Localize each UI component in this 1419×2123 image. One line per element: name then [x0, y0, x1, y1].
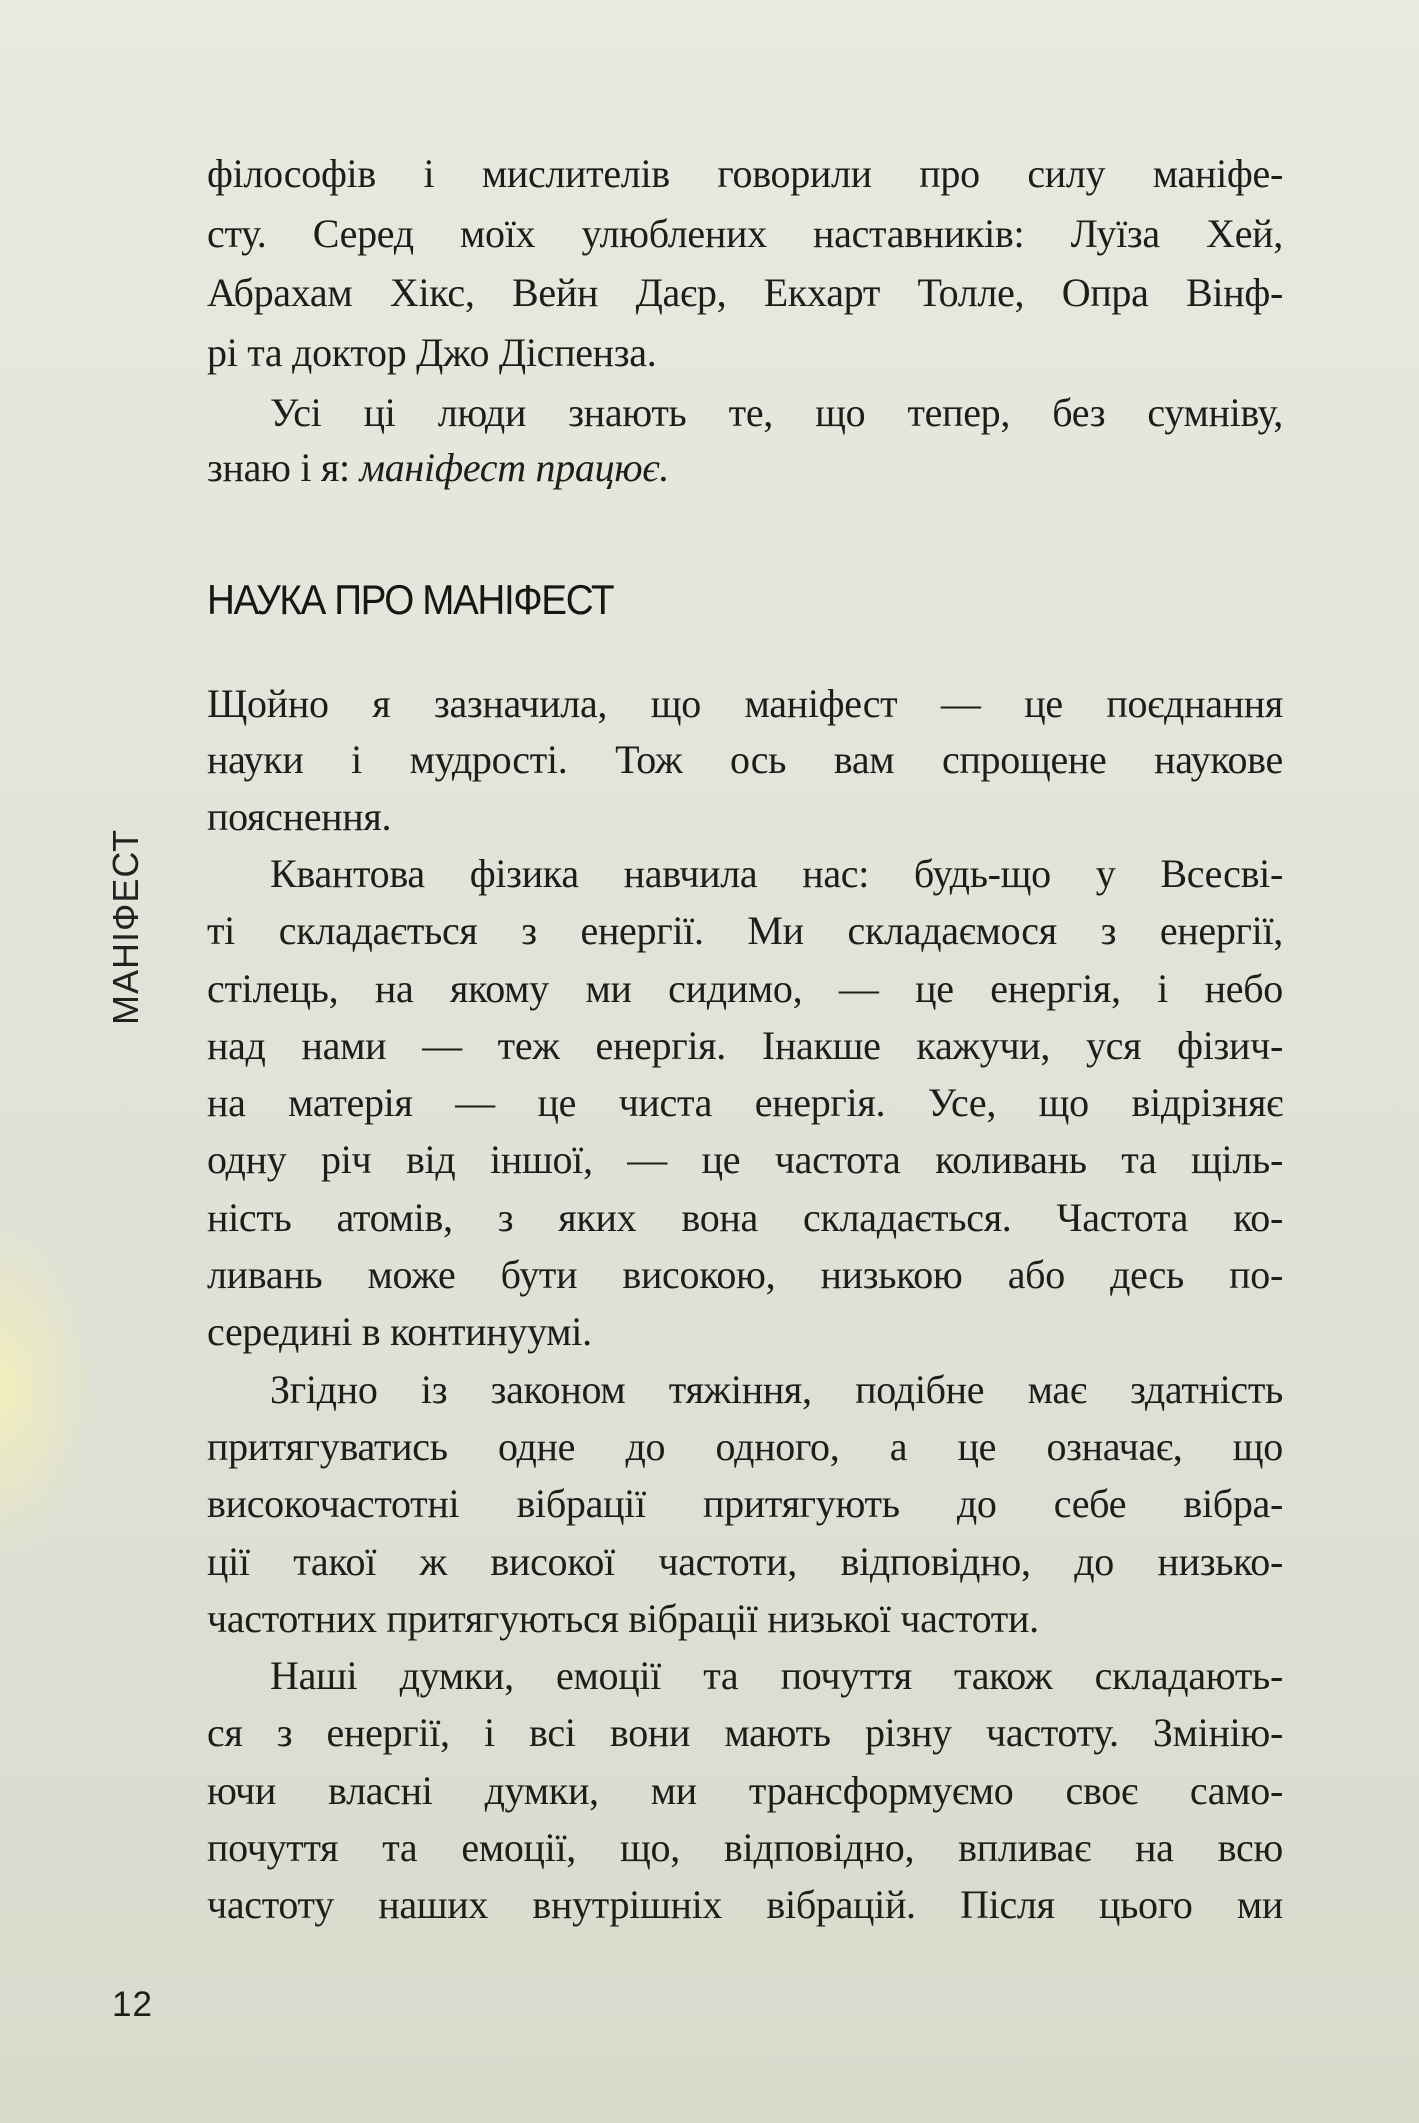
text-line: почуття та емоції, що, відповідно, впливає на всю	[207, 1825, 1283, 1870]
text-line-mixed	[207, 439, 1283, 496]
text-line: Усі ці люди знають те, що тепер, без сумніву,	[270, 390, 1283, 435]
text-line: ції такої ж високої частоти, відповідно, до низько-	[207, 1539, 1283, 1584]
text-line: філософів і мислителів говорили про силу маніфе-	[207, 151, 1283, 196]
text-line: ність атомів, з яких вона складається. Частота ко-	[207, 1195, 1283, 1240]
text-line: над нами — теж енергія. Інакше кажучи, уся фізич-	[207, 1023, 1283, 1068]
text-line: одну річ від іншої, — це частота коливань та щіль-	[207, 1137, 1283, 1182]
text-line: стілець, на якому ми сидимо, — це енергія, і небо	[207, 966, 1283, 1011]
section-heading: НАУКА ПРО МАНІФЕСТ	[207, 576, 614, 623]
text-line: Щойно я зазначила, що маніфест — це поєднання	[207, 681, 1283, 726]
text-line: науки і мудрості. Тож ось вам спрощене наукове	[207, 737, 1283, 782]
text-line: середині в континуумі.	[207, 1309, 592, 1354]
text-line: Квантова фізика навчила нас: будь-що у Всесві-	[270, 851, 1283, 896]
text-line: Наші думки, емоції та почуття також складають-	[270, 1653, 1283, 1698]
text-line: ся з енергії, і всі вони мають різну частоту. Змінію-	[207, 1710, 1283, 1755]
text-line: притягуватись одне до одного, а це означає, що	[207, 1424, 1283, 1469]
plain-text: знаю і я:	[207, 445, 360, 490]
emphasis-text: маніфест працює.	[359, 445, 670, 490]
running-header: МАНІФЕСТ	[105, 828, 146, 1025]
text-line: пояснення.	[207, 794, 392, 839]
text-line: сту. Серед моїх улюблених наставників: Луїза Хей,	[207, 211, 1283, 256]
text-line: ливань може бути високою, низькою або десь по-	[207, 1252, 1283, 1297]
text-line: на матерія — це чиста енергія. Усе, що відрізняє	[207, 1080, 1283, 1125]
light-glare	[0, 1230, 90, 1550]
text-line: ючи власні думки, ми трансформуємо своє само-	[207, 1768, 1283, 1813]
text-line: Згідно із законом тяжіння, подібне має здатність	[270, 1367, 1283, 1412]
page-number: 12	[112, 1985, 153, 2024]
text-line: ті складається з енергії. Ми складаємося з енергії,	[207, 908, 1283, 953]
text-line: частоту наших внутрішніх вібрацій. Після цього ми	[207, 1882, 1283, 1927]
text-line: високочастотні вібрації притягують до себе вібра-	[207, 1481, 1283, 1526]
text-line: частотних притягуються вібрації низької частоти.	[207, 1596, 1039, 1641]
text-line: Абрахам Хікс, Вейн Даєр, Екхарт Толле, Опра Вінф-	[207, 270, 1283, 315]
text-line: рі та доктор Джо Діспенза.	[207, 330, 657, 375]
